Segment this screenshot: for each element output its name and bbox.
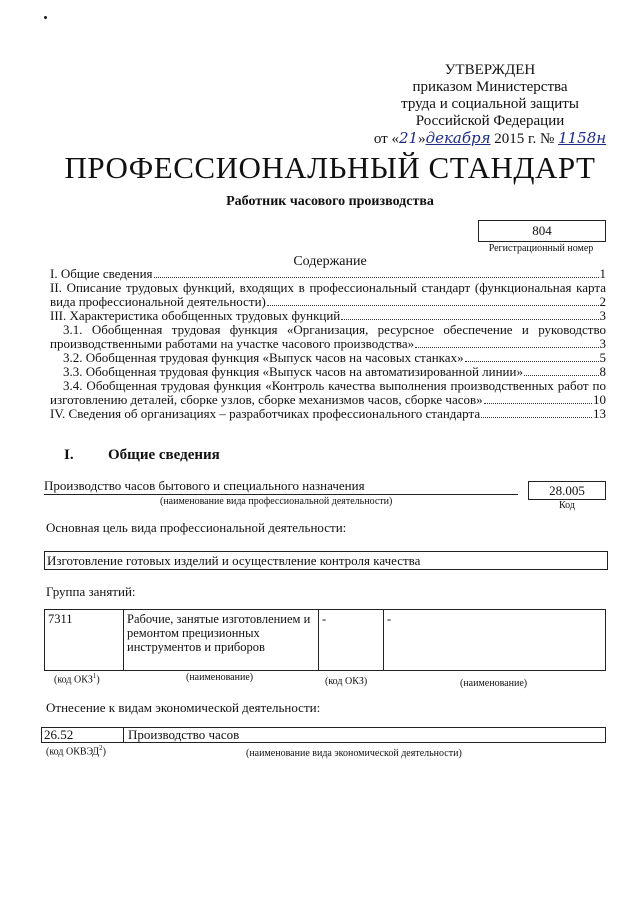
toc-entry-line: II. Описание трудовых функций, входящих в профессиональный стандарт (функциональная карта xyxy=(50,280,606,295)
approval-title: УТВЕРЖДЕН xyxy=(444,62,536,78)
handwritten-number: 1158н xyxy=(558,129,607,147)
approval-line: труда и социальной защиты xyxy=(401,96,579,112)
group-name-1: Рабочие, занятые изготовлением и ремонтом прецизионных инструментов и приборов xyxy=(124,610,319,671)
group-name-2: - xyxy=(384,610,606,671)
goal-field: Изготовление готовых изделий и осуществление контроля качества xyxy=(44,551,608,570)
toc-page: 8 xyxy=(599,364,606,379)
toc-page: 1 xyxy=(599,266,606,281)
date-prefix: от « xyxy=(373,131,399,147)
toc-page: 2 xyxy=(599,294,606,309)
code-caption: Код xyxy=(559,500,575,511)
group-code-2: - xyxy=(319,610,384,671)
toc-page: 13 xyxy=(593,406,606,421)
goal-label: Основная цель вида профессиональной деятельности: xyxy=(46,520,347,535)
approval-block xyxy=(372,62,608,148)
section-heading: I. Общие сведения xyxy=(64,447,220,463)
toc-entry: 3.3. Обобщенная трудовая функция «Выпуск часов на автоматизированной линии» 8 xyxy=(63,364,606,379)
toc-page: 5 xyxy=(599,350,606,365)
caption-okved: (код ОКВЭД$^2$) xyxy=(46,744,106,758)
registration-number-box: 804 xyxy=(478,220,606,242)
table-row xyxy=(45,610,606,671)
caption-okz: (код ОКЗ$^1$) xyxy=(54,672,100,686)
caption-name: (наименование) xyxy=(186,672,254,683)
registration-label: Регистрационный номер xyxy=(488,243,594,254)
activity-caption: (наименование вида профессиональной деятельности) xyxy=(160,496,393,507)
table-of-contents xyxy=(50,267,606,421)
toc-entry-line: 3.1. Обобщенная трудовая функция «Организация, ресурсное обеспечение и руководство xyxy=(63,322,606,337)
approval-line: приказом Министерства xyxy=(412,79,568,95)
toc-entry: 3.2. Обобщенная трудовая функция «Выпуск часов на часовых станках» 5 xyxy=(63,350,606,365)
handwritten-month: декабря xyxy=(425,129,491,147)
approval-date xyxy=(372,130,608,148)
toc-entry: вида профессиональной деятельности) 2 xyxy=(50,294,606,309)
toc-page: 3 xyxy=(599,308,606,323)
handwritten-day: 21 xyxy=(398,129,419,147)
toc-entry: III. Характеристика обобщенных трудовых функций 3 xyxy=(50,308,606,323)
caption-name-2: (наименование) xyxy=(460,678,528,689)
date-mid: » xyxy=(418,131,426,147)
page-title: ПРОФЕССИОНАЛЬНЫЙ СТАНДАРТ xyxy=(64,150,596,185)
stray-dot xyxy=(44,16,47,19)
toc-entry: изготовлению деталей, сборке узлов, сборке механизмов часов, сборке часов» 10 xyxy=(50,392,606,407)
group-code-1: 7311 xyxy=(45,610,124,671)
toc-heading: Содержание xyxy=(293,254,367,269)
caption-okz-2: (код ОКЗ) xyxy=(325,676,368,687)
toc-page: 10 xyxy=(593,392,606,407)
page-subtitle: Работник часового производства xyxy=(226,194,434,209)
okved-code: 26.52 xyxy=(42,728,124,742)
group-label: Группа занятий: xyxy=(46,584,136,599)
toc-entry-line: 3.4. Обобщенная трудовая функция «Контроль качества выполнения производственных работ по xyxy=(63,378,606,393)
toc-entry: IV. Сведения об организациях – разработчиках профессионального стандарта 13 xyxy=(50,406,606,421)
approval-line: Российской Федерации xyxy=(415,113,565,129)
toc-entry: производственными работами на участке часового производства» 3 xyxy=(50,336,606,351)
okved-row xyxy=(41,727,606,743)
occupation-group-table xyxy=(44,609,606,671)
toc-entry: I. Общие сведения 1 xyxy=(50,266,606,281)
date-year: 2015 г. № xyxy=(494,131,555,147)
activity-code-box: 28.005 xyxy=(528,481,606,500)
toc-page: 3 xyxy=(599,336,606,351)
caption-okved-name: (наименование вида экономической деятельности) xyxy=(246,748,462,759)
activity-name-field: Производство часов бытового и специального назначения xyxy=(44,478,518,495)
econ-activity-label: Отнесение к видам экономической деятельности: xyxy=(46,700,321,715)
okved-name: Производство часов xyxy=(128,727,240,742)
